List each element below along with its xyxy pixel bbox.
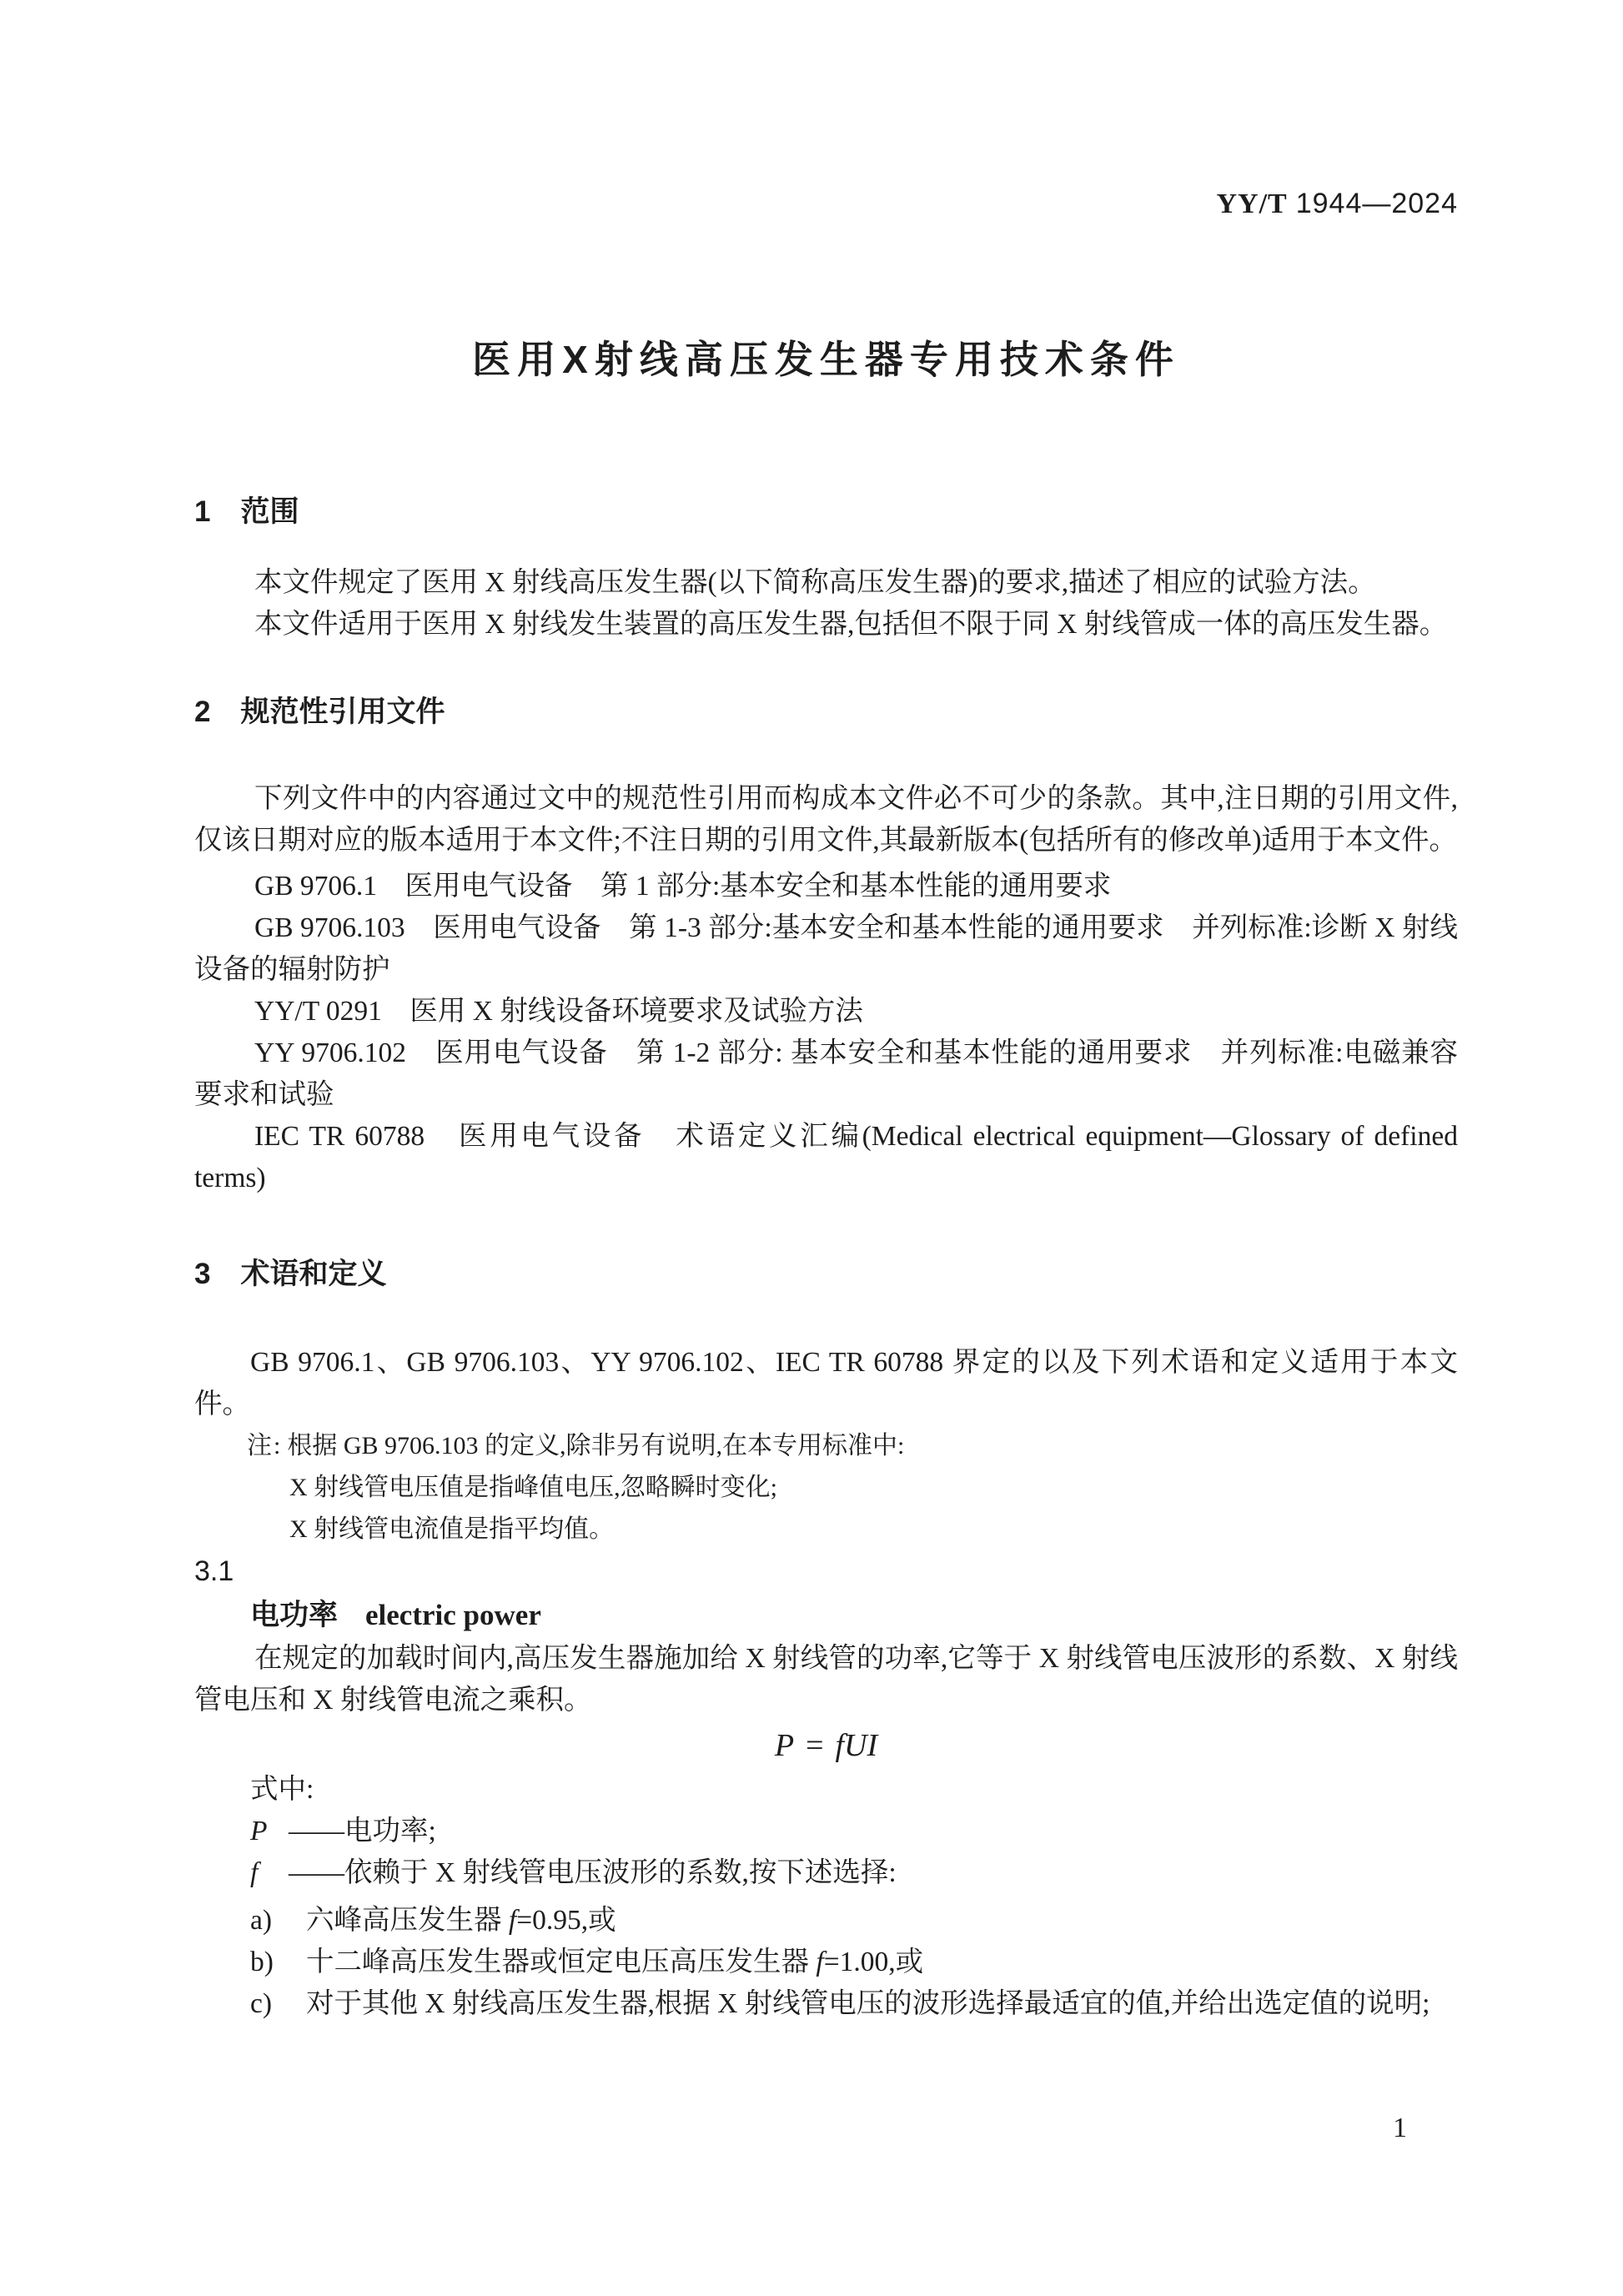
symbol-definition bbox=[194, 1811, 1458, 1852]
note-item: X 射线管电流值是指平均值。 bbox=[289, 1515, 615, 1543]
note-item: X 射线管电压值是指峰值电压,忽略瞬时变化; bbox=[289, 1474, 777, 1501]
section-2-number: 2 bbox=[194, 696, 211, 728]
symbol-definition bbox=[194, 1852, 1458, 1894]
section-3-intro: GB 9706.1、GB 9706.103、YY 9706.102、IEC TR 60788 界定的以及下列术语和定义适用于本文件。 bbox=[194, 1347, 1458, 1419]
symbol-description: ——依赖于 X 射线管电压波形的系数,按下述选择: bbox=[289, 1857, 897, 1888]
list-item-c bbox=[194, 1983, 1458, 2025]
symbol-variable: f bbox=[816, 1947, 824, 1977]
term-number: 3.1 bbox=[194, 1555, 234, 1587]
section-1-number: 1 bbox=[194, 495, 211, 528]
formula bbox=[194, 1725, 1458, 1766]
term-name bbox=[194, 1595, 1458, 1636]
document-title: 医用X射线高压发生器专用技术条件 bbox=[472, 338, 1180, 381]
symbol-description: ——电功率; bbox=[289, 1816, 436, 1846]
formula-equals: = bbox=[806, 1728, 824, 1763]
reference-item: GB 9706.1 医用电气设备 第 1 部分:基本安全和基本性能的通用要求 bbox=[254, 871, 1112, 902]
standard-code bbox=[194, 185, 1458, 223]
list-item-label: c) bbox=[250, 1988, 273, 2019]
symbol-variable: f bbox=[250, 1857, 259, 1888]
reference-item: YY/T 0291 医用 X 射线设备环境要求及试验方法 bbox=[254, 996, 863, 1027]
term-name-zh: 电功率 bbox=[250, 1599, 339, 1631]
paragraph: 本文件规定了医用 X 射线高压发生器(以下简称高压发生器)的要求,描述了相应的试验方法。 bbox=[254, 567, 1376, 598]
list-item-a bbox=[194, 1900, 1458, 1942]
list-item-text: 六峰高压发生器 bbox=[306, 1905, 509, 1936]
normative-references-list bbox=[194, 866, 1486, 1199]
section-3-heading bbox=[194, 1254, 1458, 1295]
section-3-number: 3 bbox=[194, 1258, 211, 1290]
list-item-text: =0.95,或 bbox=[516, 1905, 616, 1936]
list-item-text: =1.00,或 bbox=[823, 1947, 924, 1977]
section-1-heading bbox=[194, 491, 1458, 533]
term-name-en: electric power bbox=[365, 1599, 541, 1631]
section-2-title: 规范性引用文件 bbox=[240, 696, 445, 728]
list-item-text: 十二峰高压发生器或恒定电压高压发生器 bbox=[306, 1947, 817, 1977]
section-1-title: 范围 bbox=[240, 495, 299, 528]
note-label: 注: bbox=[247, 1432, 283, 1459]
where-label: 式中: bbox=[250, 1774, 314, 1805]
section-2-intro: 下列文件中的内容通过文中的规范性引用而构成本文件必不可少的条款。其中,注日期的引用文件,仅该日期对应的版本适用于本文件;不注日期的引用文件,其最新版本(包括所有的修改单)适用于本文件。 bbox=[194, 783, 1458, 856]
paragraph: 本文件适用于医用 X 射线发生装置的高压发生器,包括但不限于同 X 射线管成一体的高压发生器。 bbox=[254, 609, 1448, 640]
list-item-label: b) bbox=[250, 1947, 274, 1977]
standard-code-prefix: YY/T bbox=[1216, 188, 1288, 219]
document-page bbox=[194, 0, 1486, 2025]
symbol-variable: f bbox=[508, 1905, 517, 1936]
symbol-variable: P bbox=[250, 1816, 268, 1846]
note bbox=[194, 1425, 1458, 1467]
note-text: 根据 GB 9706.103 的定义,除非另有说明,在本专用标准中: bbox=[287, 1432, 905, 1459]
section-1-body bbox=[194, 562, 1458, 646]
reference-item: YY 9706.102 医用电气设备 第 1-2 部分: 基本安全和基本性能的通用要求 并列标准:电磁兼容 要求和试验 bbox=[194, 1037, 1486, 1110]
formula-lhs: P bbox=[774, 1728, 795, 1763]
section-3-title: 术语和定义 bbox=[240, 1258, 387, 1290]
section-2-heading bbox=[194, 691, 1458, 733]
term-definition: 在规定的加载时间内,高压发生器施加给 X 射线管的功率,它等于 X 射线管电压波形的系数、X 射线管电压和 X 射线管电流之乘积。 bbox=[194, 1643, 1458, 1716]
list-item-label: a) bbox=[250, 1905, 273, 1936]
page-number: 1 bbox=[1393, 2113, 1407, 2143]
formula-rhs: fUI bbox=[835, 1728, 878, 1763]
reference-item: IEC TR 60788 医用电气设备 术语定义汇编(Medical electrical equipment—Glossary of defined terms) bbox=[194, 1121, 1458, 1193]
standard-code-number: 1944—2024 bbox=[1295, 188, 1458, 219]
reference-item: GB 9706.103 医用电气设备 第 1-3 部分:基本安全和基本性能的通用要求 并列标准:诊断 X 射线设备的辐射防护 bbox=[194, 912, 1458, 985]
list-item-b bbox=[194, 1942, 1458, 1983]
list-item-text: 对于其他 X 射线高压发生器,根据 X 射线管电压的波形选择最适宜的值,并给出选定值的说明; bbox=[306, 1988, 1430, 2019]
